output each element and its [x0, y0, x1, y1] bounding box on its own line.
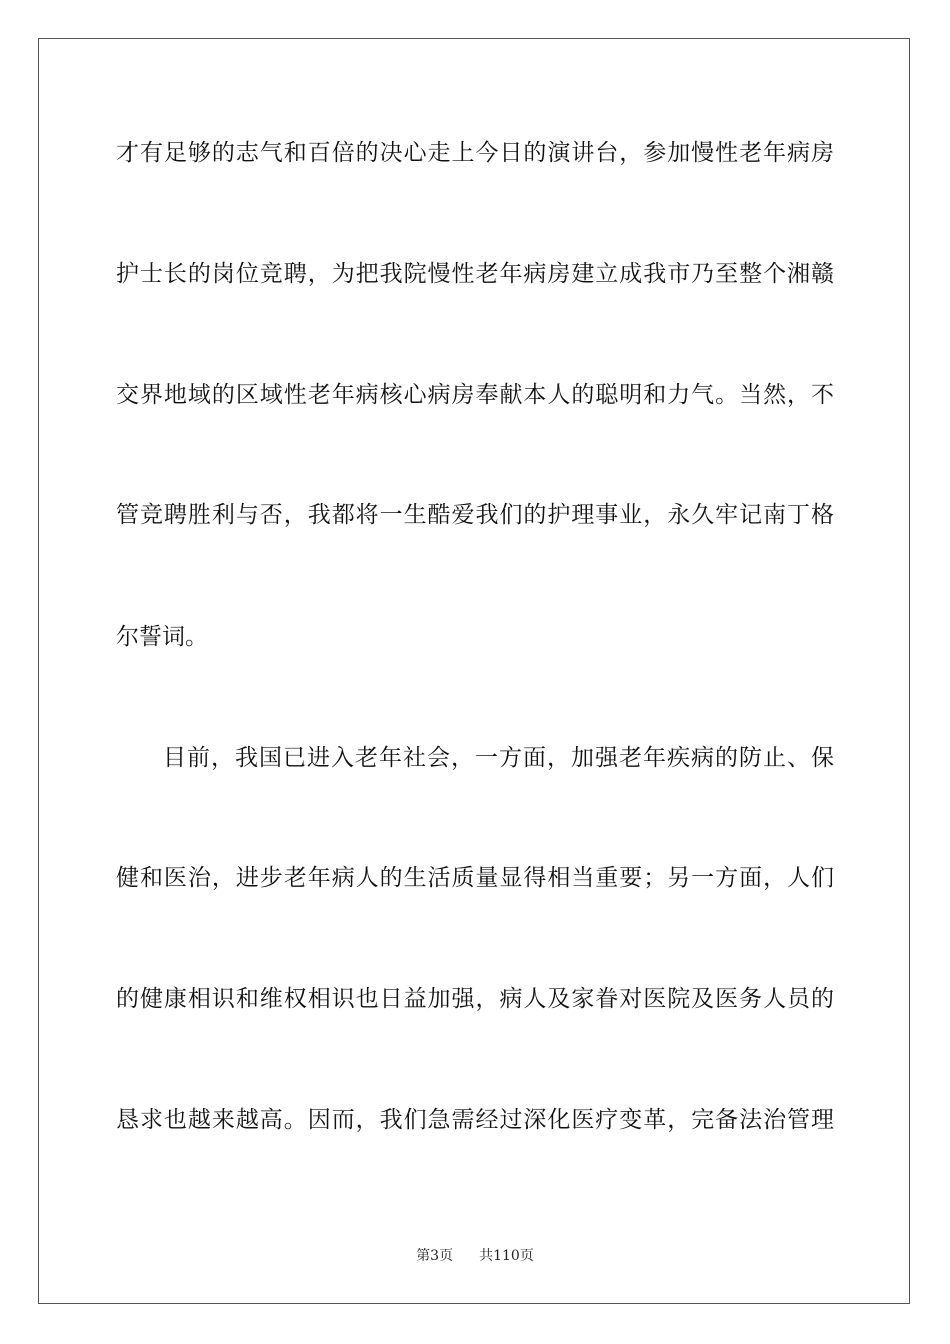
page-number: 第3页 [416, 1248, 454, 1264]
paragraph-line: 护士长的岗位竞聘，为把我院慢性老年病房建立成我市乃至整个湘赣 [116, 261, 834, 287]
page-footer [0, 1246, 950, 1266]
paragraph-line: 管竞聘胜利与否，我都将一生酷爱我们的护理事业，永久牢记南丁格 [116, 502, 834, 528]
paragraph-line: 恳求也越来越高。因而，我们急需经过深化医疗变革，完备法治管理 [116, 1107, 834, 1133]
paragraph-line: 交界地域的区域性老年病核心病房奉献本人的聪明和力气。当然，不 [116, 382, 834, 408]
paragraph-line: 才有足够的志气和百倍的决心走上今日的演讲台，参加慢性老年病房 [116, 140, 834, 166]
paragraph-line: 健和医治，进步老年病人的生活质量显得相当重要；另一方面，人们 [116, 865, 834, 891]
page-total: 共110页 [479, 1248, 534, 1264]
paragraph-line: 尔誓词。 [116, 624, 208, 650]
paragraph-line: 目前，我国已进入老年社会，一方面，加强老年疾病的防止、保 [163, 745, 834, 771]
paragraph-line: 的健康相识和维权相识也日益加强，病人及家眷对医院及医务人员的 [116, 986, 834, 1012]
